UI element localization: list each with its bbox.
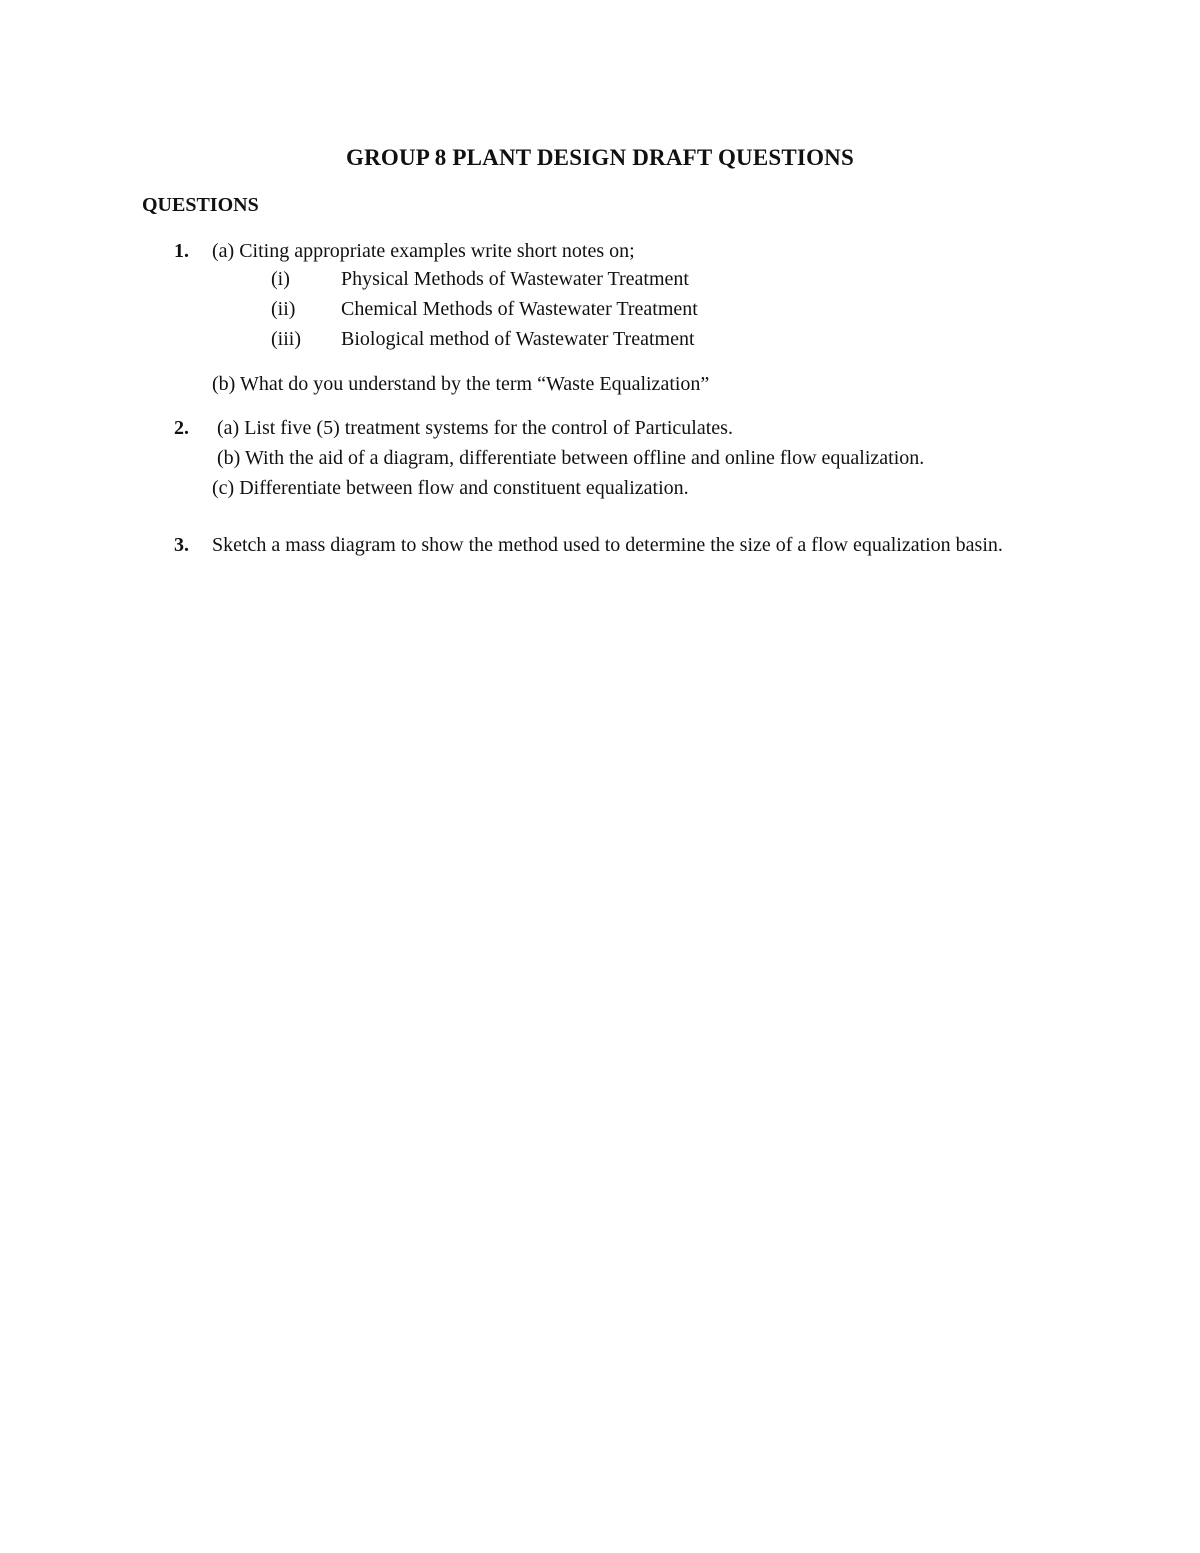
question-2-number: 2. xyxy=(174,417,189,439)
question-1-number: 1. xyxy=(174,240,189,262)
question-3-text: Sketch a mass diagram to show the method used to determine the size of a flow equalization basin. xyxy=(212,534,1003,556)
question-1-subitem-iii-text: Biological method of Wastewater Treatment xyxy=(341,328,695,350)
question-1-subitem-i-marker: (i) xyxy=(271,268,290,290)
question-2-part-a: (a) List five (5) treatment systems for the control of Particulates. xyxy=(217,417,733,439)
question-1-subitem-ii-marker: (ii) xyxy=(271,298,296,320)
question-1-part-a: (a) Citing appropriate examples write short notes on; xyxy=(212,240,635,262)
question-3-number: 3. xyxy=(174,534,189,556)
section-heading: QUESTIONS xyxy=(142,194,259,216)
question-2-part-c: (c) Differentiate between flow and constituent equalization. xyxy=(212,477,689,499)
question-1-part-b: (b) What do you understand by the term “Waste Equalization” xyxy=(212,373,710,395)
page-title: GROUP 8 PLANT DESIGN DRAFT QUESTIONS xyxy=(346,145,854,170)
question-2-part-b: (b) With the aid of a diagram, differentiate between offline and online flow equalization. xyxy=(217,447,925,469)
question-1-subitem-ii-text: Chemical Methods of Wastewater Treatment xyxy=(341,298,698,320)
question-1-subitem-iii-marker: (iii) xyxy=(271,328,301,350)
question-1-subitem-i-text: Physical Methods of Wastewater Treatment xyxy=(341,268,689,290)
